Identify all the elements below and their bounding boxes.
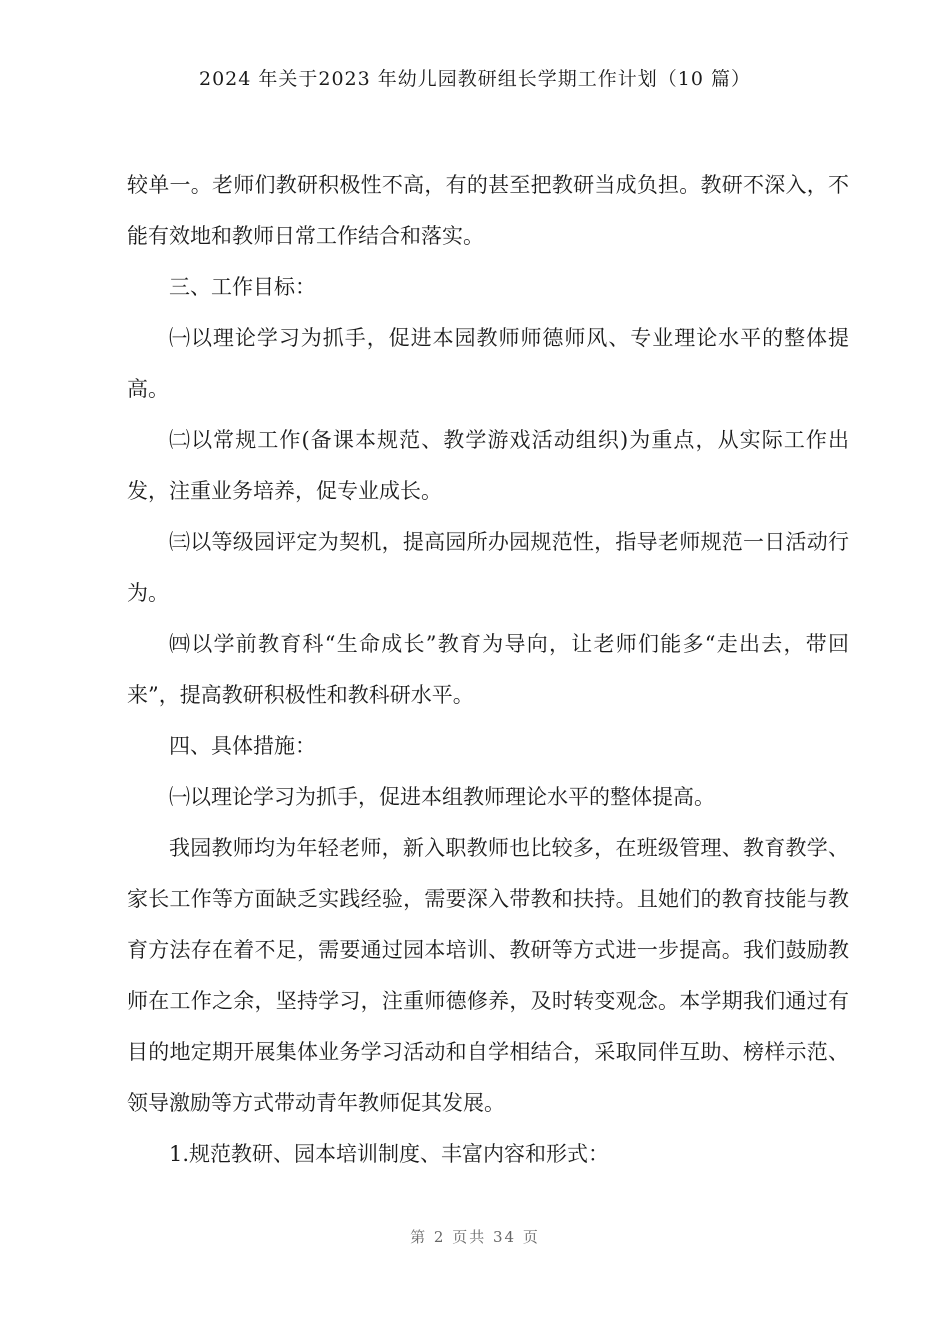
paragraph: 较单一。老师们教研积极性不高，有的甚至把教研当成负担。教研不深入，不能有效地和教师日常工作结合和落实。 (127, 173, 849, 248)
paragraph: 我园教师均为年轻老师，新入职教师也比较多，在班级管理、教育教学、家长工作等方面缺乏实践经验，需要深入带教和扶持。且她们的教育技能与教育方法存在着不足，需要通过园本培训、教研等方式进一步提高。我们鼓励教师在工作之余，坚持学习，注重师德修养，及时转变观念。本学期我们通过有目的地定期开展集体业务学习活动和自学相结合，采取同伴互助、榜样示范、领导激励等方式带动青年教师促其发展。 (127, 836, 849, 1115)
paragraph: ㈠以理论学习为抓手，促进本园教师师德师风、专业理论水平的整体提高。 (127, 326, 849, 401)
section-heading-goals: 三、工作目标： (169, 275, 316, 299)
paragraph: ㈢以等级园评定为契机，提高园所办园规范性，指导老师规范一日活动行为。 (127, 530, 849, 605)
paragraph: ㈡以常规工作(备课本规范、教学游戏活动组织)为重点，从实际工作出发，注重业务培养，促专业成长。 (127, 428, 849, 503)
section-heading-measures: 四、具体措施： (169, 734, 316, 758)
document-title: 2024 年关于2023 年幼儿园教研组长学期工作计划（10 篇） (198, 68, 751, 90)
paragraph: ㈠以理论学习为抓手，促进本组教师理论水平的整体提高。 (169, 785, 715, 809)
list-item: 1.规范教研、园本培训制度、丰富内容和形式： (169, 1142, 610, 1166)
paragraph: ㈣以学前教育科“生命成长”教育为导向，让老师们能多“走出去，带回来”，提高教研积极性和教科研水平。 (127, 632, 849, 707)
page-number-footer: 第 2 页共 34 页 (410, 1228, 540, 1246)
document-body (127, 160, 849, 1180)
